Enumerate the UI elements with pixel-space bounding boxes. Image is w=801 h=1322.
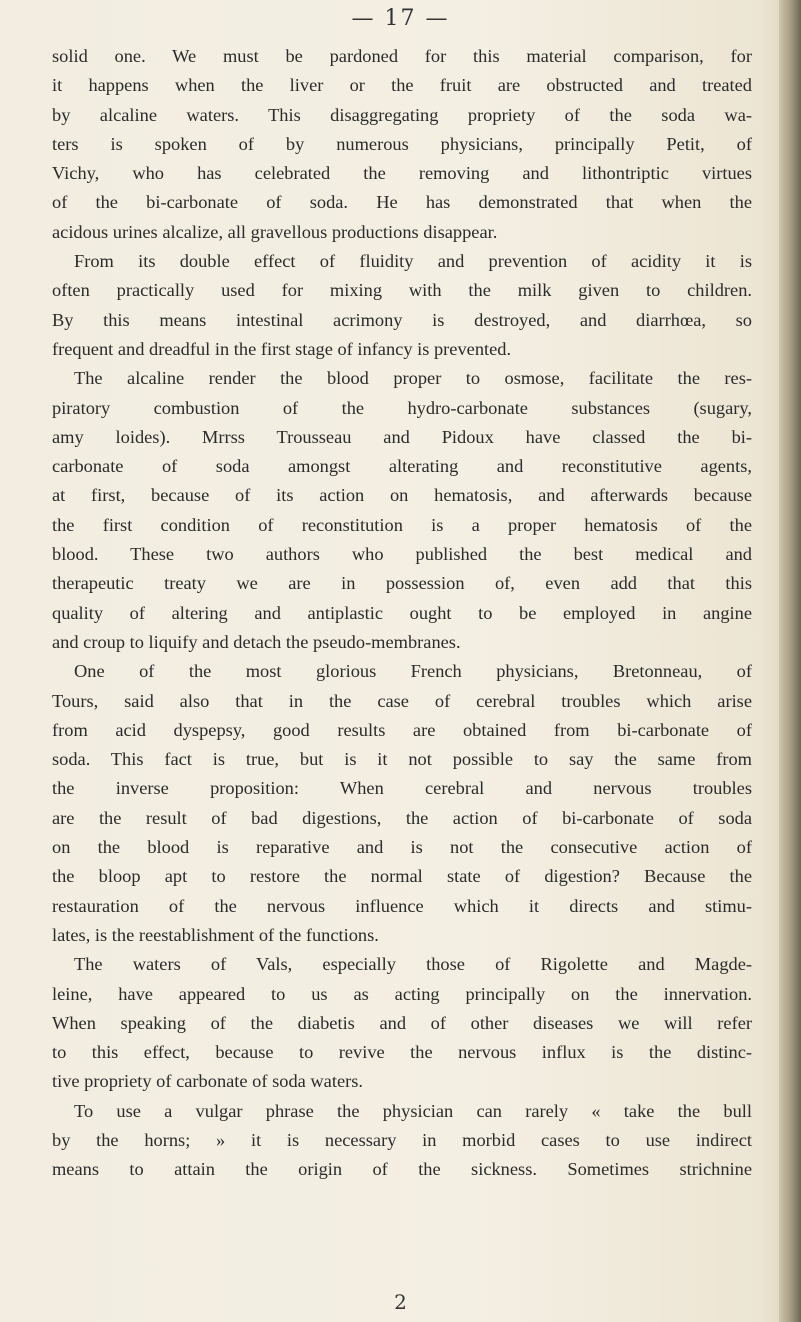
body-text [52, 42, 752, 1185]
text-line: One of the most glorious French physicians, Bretonneau, of [74, 661, 752, 682]
text-line: it happens when the liver or the fruit are obstructed and treated [52, 75, 752, 96]
text-line: means to attain the origin of the sickness. Sometimes strichnine [52, 1159, 752, 1180]
text-line: and croup to liquify and detach the pseudo-membranes. [52, 631, 461, 652]
text-line: From its double effect of fluidity and prevention of acidity it is [74, 251, 752, 272]
text-line: by alcaline waters. This disaggregating propriety of the soda wa- [52, 104, 752, 125]
text-line: By this means intestinal acrimony is destroyed, and diarrhœa, so [52, 309, 752, 330]
text-line: quality of altering and antiplastic ought to be employed in angine [52, 602, 752, 623]
signature-mark: 2 [394, 1290, 407, 1314]
text-line: The alcaline render the blood proper to osmose, facilitate the res- [74, 368, 752, 389]
text-line: tive propriety of carbonate of soda waters. [52, 1071, 363, 1092]
text-line: therapeutic treaty we are in possession of, even add that this [52, 573, 752, 594]
page-edge-shadow [779, 0, 801, 1322]
text-line: The waters of Vals, especially those of Rigolette and Magde- [74, 954, 752, 975]
text-line: solid one. We must be pardoned for this material comparison, for [52, 46, 752, 66]
text-line: frequent and dreadful in the first stage of infancy is prevented. [52, 338, 512, 359]
text-line: blood. These two authors who published the best medical and [52, 544, 752, 565]
text-line: lates, is the reestablishment of the functions. [52, 924, 379, 945]
text-line: by the horns; » it is necessary in morbid cases to use indirect [52, 1129, 752, 1150]
text-line: to this effect, because to revive the nervous influx is the distinc- [52, 1042, 752, 1063]
text-line: soda. This fact is true, but is it not possible to say the same from [52, 749, 752, 770]
text-line: the inverse proposition: When cerebral and nervous troubles [52, 778, 752, 799]
text-line: Tours, said also that in the case of cerebral troubles which arise [52, 690, 752, 711]
page-number: — 17 — [351, 6, 450, 31]
text-line: at first, because of its action on hematosis, and afterwards because [52, 485, 752, 506]
text-line: the first condition of reconstitution is a proper hematosis of the [52, 514, 752, 535]
text-line: leine, have appeared to us as acting principally on the innervation. [52, 983, 752, 1004]
text-line: To use a vulgar phrase the physician can rarely « take the bull [74, 1100, 752, 1121]
text-line: restauration of the nervous influence which it directs and stimu- [52, 895, 752, 916]
text-line: When speaking of the diabetis and of other diseases we will refer [52, 1012, 752, 1033]
text-line: from acid dyspepsy, good results are obtained from bi-carbonate of [52, 719, 752, 740]
text-line: of the bi-carbonate of soda. He has demonstrated that when the [52, 192, 752, 213]
text-line: carbonate of soda amongst alterating and reconstitutive agents, [52, 456, 752, 477]
text-line: often practically used for mixing with the milk given to children. [52, 280, 752, 301]
text-line: amy loides). Mrrss Trousseau and Pidoux have classed the bi- [52, 426, 752, 447]
text-line: piratory combustion of the hydro-carbonate substances (sugary, [52, 397, 752, 418]
text-line: are the result of bad digestions, the action of bi-carbonate of soda [52, 807, 752, 828]
text-line: ters is spoken of by numerous physicians, principally Petit, of [52, 133, 752, 154]
text-line: acidous urines alcalize, all gravellous productions disappear. [52, 221, 498, 242]
text-line: Vichy, who has celebrated the removing and lithontriptic virtues [52, 163, 752, 184]
text-line: on the blood is reparative and is not the consecutive action of [52, 837, 752, 858]
text-line: the bloop apt to restore the normal state of digestion? Because the [52, 866, 752, 887]
